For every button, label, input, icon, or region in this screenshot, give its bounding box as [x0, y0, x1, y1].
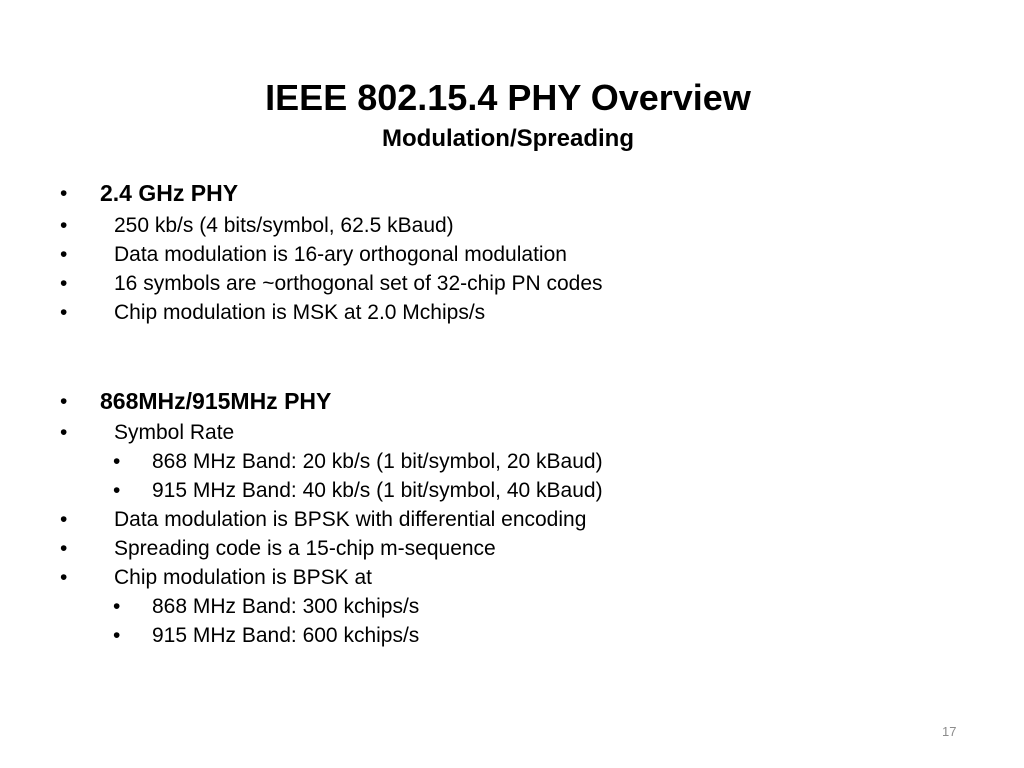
bullet-icon: • — [113, 450, 121, 473]
bullet-icon: • — [60, 421, 68, 444]
sub-bullet-item-text: 915 MHz Band: 40 kb/s (1 bit/symbol, 40 kBaud) — [152, 479, 603, 502]
bullet-icon: • — [60, 214, 68, 237]
slide-title: IEEE 802.15.4 PHY Overview — [265, 77, 751, 118]
bullet-icon: • — [113, 595, 121, 618]
page-number: 17 — [942, 724, 957, 739]
bullet-item-text: Spreading code is a 15-chip m-sequence — [114, 537, 496, 560]
section-heading-text: 868MHz/915MHz PHY — [100, 388, 332, 414]
bullet-icon: • — [60, 272, 68, 295]
bullet-icon: • — [60, 390, 68, 413]
sub-bullet-item-text: 915 MHz Band: 600 kchips/s — [152, 624, 420, 647]
sub-bullet-item-text: 868 MHz Band: 300 kchips/s — [152, 595, 420, 618]
bullet-icon: • — [60, 243, 68, 266]
bullet-item-text: Chip modulation is BPSK at — [114, 566, 372, 589]
bullet-icon: • — [60, 537, 68, 560]
bullet-item-text: Data modulation is 16-ary orthogonal modulation — [114, 243, 567, 266]
bullet-item-text: 250 kb/s (4 bits/symbol, 62.5 kBaud) — [114, 214, 454, 237]
bullet-icon: • — [113, 624, 121, 647]
bullet-icon: • — [60, 182, 68, 205]
bullet-icon: • — [113, 479, 121, 502]
slide-subtitle: Modulation/Spreading — [382, 125, 634, 152]
bullet-item-text: Data modulation is BPSK with differential encoding — [114, 508, 587, 531]
section-heading-text: 2.4 GHz PHY — [100, 180, 239, 206]
bullet-icon: • — [60, 566, 68, 589]
bullet-icon: • — [60, 508, 68, 531]
bullet-item-text: Chip modulation is MSK at 2.0 Mchips/s — [114, 301, 486, 324]
bullet-item-text: 16 symbols are ~orthogonal set of 32-chip PN codes — [114, 272, 603, 295]
bullet-icon: • — [60, 301, 68, 324]
bullet-item-text: Symbol Rate — [114, 421, 235, 444]
sub-bullet-item-text: 868 MHz Band: 20 kb/s (1 bit/symbol, 20 kBaud) — [152, 450, 603, 473]
